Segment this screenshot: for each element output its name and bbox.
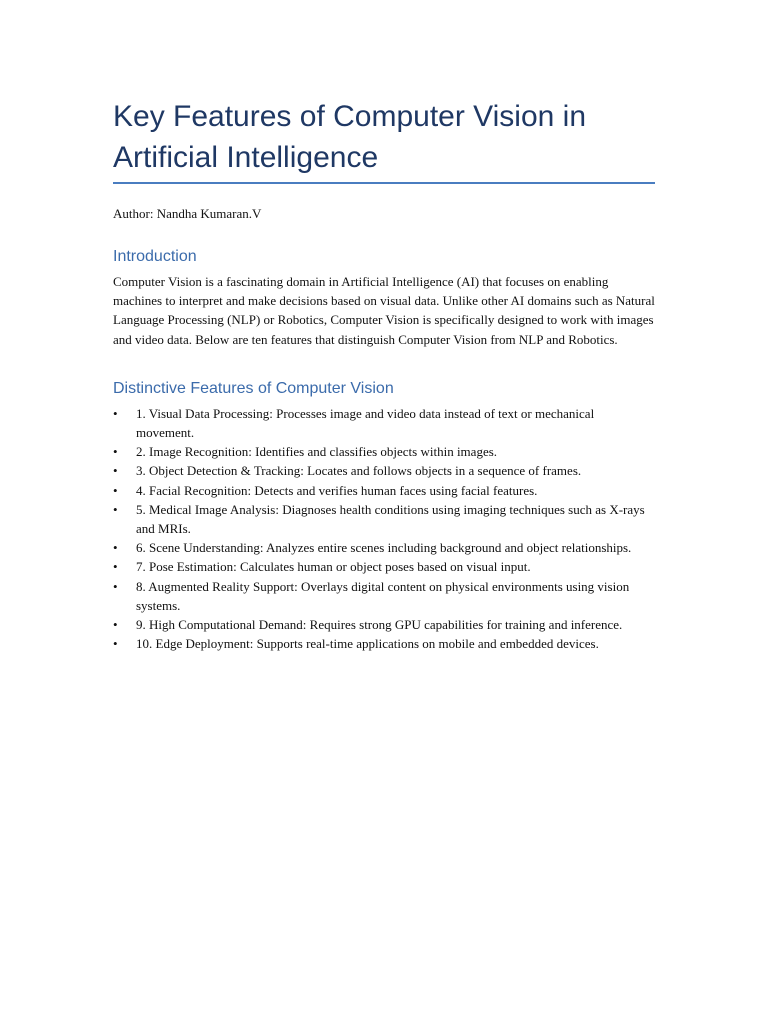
list-item — [113, 500, 655, 538]
bullet-icon: • — [113, 559, 118, 575]
document-title: Key Features of Computer Vision in Artificial Intelligence — [113, 100, 587, 174]
bullet-icon: • — [113, 636, 118, 652]
list-item-text: 8. Augmented Reality Support: Overlays digital content on physical environments using vision systems. — [136, 578, 630, 613]
list-item — [113, 577, 655, 615]
bullet-icon: • — [113, 482, 118, 498]
features-list — [113, 404, 655, 654]
list-item — [113, 481, 655, 500]
list-item — [113, 404, 655, 442]
bullet-icon: • — [113, 617, 118, 633]
bullet-icon: • — [113, 444, 118, 460]
document-page — [113, 96, 655, 653]
list-item-text: 5. Medical Image Analysis: Diagnoses health conditions using imaging techniques such as X-rays and MRIs. — [136, 501, 645, 537]
list-item-text: 1. Visual Data Processing: Processes image and video data instead of text or mechanical movement. — [136, 405, 595, 441]
list-item — [113, 461, 655, 480]
introduction-heading: Introduction — [113, 248, 197, 265]
author-line: Author: Nandha Kumaran.V — [113, 206, 262, 221]
bullet-icon: • — [113, 501, 118, 517]
list-item-text: 9. High Computational Demand: Requires strong GPU capabilities for training and inference. — [136, 617, 623, 633]
list-item-text: 3. Object Detection & Tracking: Locates and follows objects in a sequence of frames. — [136, 463, 582, 479]
list-item — [113, 615, 655, 634]
list-item — [113, 634, 655, 653]
introduction-paragraph: Computer Vision is a fascinating domain in Artificial Intelligence (AI) that focuses on enabling machines to interpret and make decisions based on visual data. Unlike other AI domains such as Natural Language Processing (NLP) or Robotics, Computer Vision is specifically designed to work with images and video data. Below are ten features that distinguish Computer Vision from NLP and Robotics. — [113, 274, 655, 347]
title-divider — [113, 182, 655, 184]
list-item-text: 7. Pose Estimation: Calculates human or object poses based on visual input. — [136, 559, 531, 575]
bullet-icon: • — [113, 540, 118, 556]
list-item-text: 2. Image Recognition: Identifies and classifies objects within images. — [136, 444, 498, 460]
list-item — [113, 442, 655, 461]
list-item-text: 10. Edge Deployment: Supports real-time applications on mobile and embedded devices. — [136, 636, 599, 652]
features-heading: Distinctive Features of Computer Vision — [113, 379, 394, 397]
list-item — [113, 557, 655, 576]
list-item — [113, 538, 655, 557]
bullet-icon: • — [113, 578, 118, 594]
list-item-text: 4. Facial Recognition: Detects and verifies human faces using facial features. — [136, 482, 538, 498]
bullet-icon: • — [113, 405, 118, 421]
bullet-icon: • — [113, 463, 118, 479]
list-item-text: 6. Scene Understanding: Analyzes entire scenes including background and object relationships. — [136, 540, 632, 556]
